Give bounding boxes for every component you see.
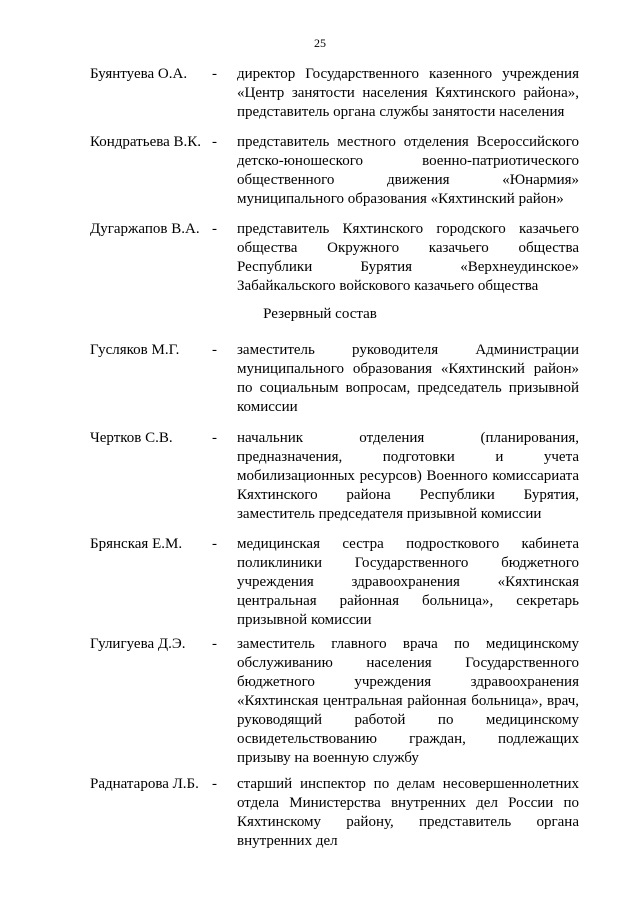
- member-description: заместитель главного врача по медицинскому обслуживанию населения Государственного бюджетного учреждения здравоохранения «Кяхтинская центральная районная больница», врач, руководящий работой по медицинскому освидетельствованию граждан, подлежащих призыву на военную службу: [237, 636, 579, 766]
- member-entry: [90, 65, 590, 122]
- reserve-member-entry: [90, 341, 590, 417]
- member-dash: -: [212, 536, 217, 552]
- member-name: Дугаржапов В.А.: [90, 221, 200, 237]
- member-name: Чертков С.В.: [90, 430, 173, 446]
- member-description: заместитель руководителя Администрации муниципального образования «Кяхтинский район» по социальным вопросам, председатель призывной комиссии: [237, 342, 579, 415]
- member-dash: -: [212, 636, 217, 652]
- member-name: Буянтуева О.А.: [90, 66, 188, 82]
- member-entry: [90, 220, 590, 296]
- member-name: Брянская Е.М.: [90, 536, 183, 552]
- member-dash: -: [212, 66, 217, 82]
- member-description: директор Государственного казенного учреждения «Центр занятости населения Кяхтинского района», представитель органа службы занятости населения: [237, 66, 579, 120]
- reserve-member-entry: [90, 775, 590, 851]
- member-dash: -: [212, 776, 217, 792]
- member-dash: -: [212, 430, 217, 446]
- reserve-heading: Резервный состав: [263, 306, 377, 322]
- reserve-member-entry: [90, 429, 590, 524]
- member-name: Кондратьева В.К.: [90, 134, 202, 150]
- page-number: 25: [314, 36, 326, 50]
- member-description: представитель местного отделения Всероссийского детско-юношеского военно-патриотического общественного движения «Юнармия» муниципального образования «Кяхтинский район»: [237, 134, 579, 207]
- member-entry: [90, 133, 590, 209]
- member-description: медицинская сестра подросткового кабинета поликлиники Государственного бюджетного учреждения здравоохранения «Кяхтинская центральная районная больница», секретарь призывной комиссии: [237, 536, 579, 628]
- member-name: Гулигуева Д.Э.: [90, 636, 186, 652]
- member-name: Гусляков М.Г.: [90, 342, 180, 358]
- member-description: старший инспектор по делам несовершеннолетних отдела Министерства внутренних дел России по Кяхтинскому району, представитель органа внутренних дел: [237, 776, 579, 849]
- reserve-member-entry: [90, 535, 590, 630]
- member-description: начальник отделения (планирования, предназначения, подготовки и учета мобилизационных ресурсов) Военного комиссариата Кяхтинского района Республики Бурятия, заместитель председателя призывной комиссии: [237, 430, 579, 522]
- member-name: Раднатарова Л.Б.: [90, 776, 199, 792]
- reserve-member-entry: [90, 635, 590, 768]
- member-description: представитель Кяхтинского городского казачьего общества Окружного казачьего общества Республики Бурятия «Верхнеудинское» Забайкальского войскового казачьего общества: [237, 221, 579, 294]
- member-dash: -: [212, 134, 217, 150]
- member-dash: -: [212, 221, 217, 237]
- member-dash: -: [212, 342, 217, 358]
